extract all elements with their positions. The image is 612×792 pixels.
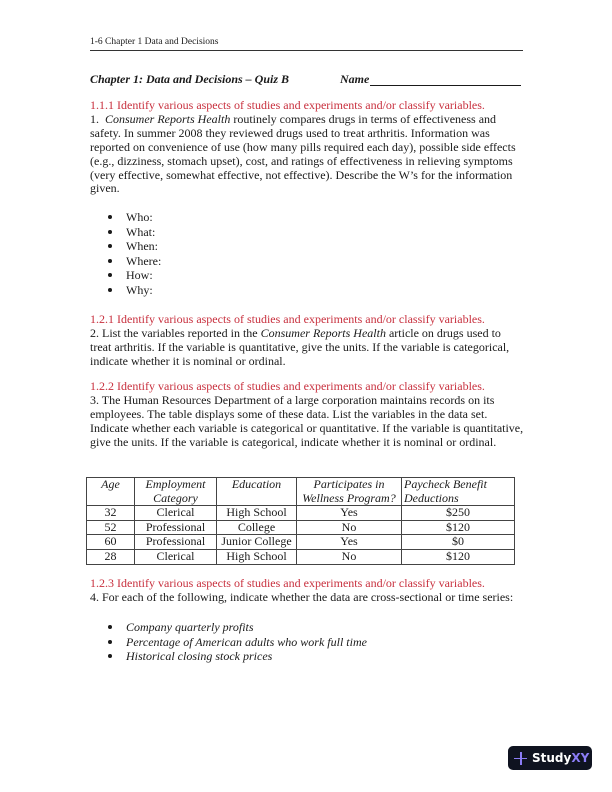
cell-age: 32 (87, 506, 135, 521)
list-item-what: What: (108, 225, 161, 240)
question-4-text (90, 591, 525, 605)
table-row (87, 506, 515, 521)
objective-3: 1.2.2 Identify various aspects of studies and experiments and/or classify variables. (90, 379, 485, 393)
cell-deductions: $250 (402, 506, 515, 521)
question-4 (90, 577, 525, 605)
cell-employment: Clerical (135, 549, 217, 564)
table-row (87, 549, 515, 564)
source-title: Consumer Reports Health (105, 111, 231, 126)
cell-employment: Professional (135, 535, 217, 550)
table-header-row (87, 478, 515, 506)
question-number: 1. (90, 111, 99, 126)
column-header-education: Education (217, 478, 297, 506)
cell-age: 52 (87, 520, 135, 535)
cell-deductions: $120 (402, 549, 515, 564)
objective-4: 1.2.3 Identify various aspects of studies and experiments and/or classify variables. (90, 576, 485, 590)
cell-wellness: No (297, 549, 402, 564)
list-item-when: When: (108, 239, 161, 254)
question-2 (90, 313, 525, 369)
cell-wellness: Yes (297, 535, 402, 550)
question-1 (90, 99, 525, 196)
question-3-text (90, 394, 525, 450)
column-header-age: Age (87, 478, 135, 506)
table-row (87, 535, 515, 550)
name-label: Name (340, 72, 370, 86)
cell-wellness: No (297, 520, 402, 535)
column-header-deductions: Paycheck Benefit Deductions (402, 478, 515, 506)
source-title: Consumer Reports Health (260, 325, 386, 340)
cell-education: High School (217, 549, 297, 564)
cell-employment: Professional (135, 520, 217, 535)
table-row (87, 520, 515, 535)
name-field[interactable] (340, 72, 521, 86)
cell-deductions: $0 (402, 535, 515, 550)
question-number: 4. (90, 589, 99, 604)
list-item-where: Where: (108, 254, 161, 269)
data-type-list (108, 620, 367, 664)
list-item-who: Who: (108, 210, 161, 225)
list-item: Company quarterly profits (108, 620, 367, 635)
question-body-end: article on drugs used to treat arthritis. If the variable is quantitative, give the units. If the variable is categorical, indicate whether it is nominal or ordinal. (90, 325, 510, 368)
brand-main: Study (532, 751, 572, 765)
cell-employment: Clerical (135, 506, 217, 521)
list-item: Historical closing stock prices (108, 649, 367, 664)
question-body-start: List the variables reported in the (99, 325, 261, 340)
question-body: routinely compares drugs in terms of effectiveness and safety. In summer 2008 they reviewed drugs used to treat arthritis. Information was reported on convenience of use (how many pills required each day), possible side effects (e.g., dizziness, stomach upset), cost, and ratings of effectiveness in relieving symptoms (very effective, somewhat effective, not effective). Describe the W’s for the information given. (90, 111, 516, 196)
column-header-employment-category: Employment Category (135, 478, 217, 506)
name-blank-line[interactable] (370, 74, 521, 86)
objective-1: 1.1.1 Identify various aspects of studies and experiments and/or classify variables. (90, 98, 485, 112)
question-1-text (90, 113, 525, 196)
brand-accent: XY (571, 751, 590, 765)
cell-education: Junior College (217, 535, 297, 550)
question-number: 3. (90, 392, 99, 407)
studyxy-badge[interactable] (508, 746, 592, 770)
question-2-text (90, 327, 525, 369)
question-body: For each of the following, indicate whether the data are cross-sectional or time series: (99, 589, 514, 604)
plus-icon (514, 752, 527, 765)
cell-education: High School (217, 506, 297, 521)
list-item-why: Why: (108, 283, 161, 298)
column-header-wellness: Participates in Wellness Program? (297, 478, 402, 506)
cell-age: 60 (87, 535, 135, 550)
employee-data-table (86, 477, 515, 565)
list-item: Percentage of American adults who work full time (108, 635, 367, 650)
list-item-how: How: (108, 268, 161, 283)
question-body: The Human Resources Department of a large corporation maintains records on its employees. The table displays some of these data. List the variables in the data set. Indicate whether each variable is categorical or quantitative. If the variable is quantitative, give the units. If the variable is categorical, indicate whether it is nominal or ordinal. (90, 392, 524, 449)
cell-wellness: Yes (297, 506, 402, 521)
ws-list (108, 210, 161, 298)
question-3 (90, 380, 525, 450)
cell-age: 28 (87, 549, 135, 564)
quiz-title: Chapter 1: Data and Decisions – Quiz B (90, 72, 290, 86)
running-header: 1-6 Chapter 1 Data and Decisions (90, 37, 523, 51)
cell-education: College (217, 520, 297, 535)
cell-deductions: $120 (402, 520, 515, 535)
question-number: 2. (90, 325, 99, 340)
objective-2: 1.2.1 Identify various aspects of studies and experiments and/or classify variables. (90, 312, 485, 326)
